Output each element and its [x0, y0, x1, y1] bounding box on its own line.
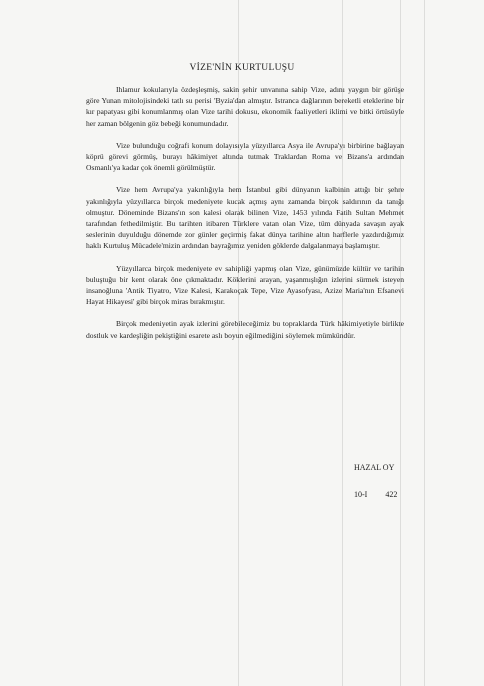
author-name: HAZAL OY: [354, 463, 395, 472]
student-number: 422: [385, 490, 398, 499]
paragraph-2: Vize bulunduğu coğrafi konum dolayısıyla yüzyıllarca Asya ile Avrupa'yı birbirine bağlayan köprü görevi görmüş, burayı hâkimiyet altında tutmak Traklardan Roma ve Bizans'a ardından Osmanlı'ya kadar çok önemli görülmüştür.: [86, 140, 404, 173]
class-info: [354, 489, 434, 500]
paragraph-5: Birçok medeniyetin ayak izlerini görebileceğimiz bu topraklarda Türk hâkimiyetiyle birlikte dostluk ve kardeşliğin pekiştiğini esarete aslı boyun eğilmediğini söylemek mümkündür.: [86, 319, 404, 340]
document-title: VİZE'NİN KURTULUŞU: [189, 63, 295, 73]
paragraph-1: Ihlamur kokularıyla özdeşleşmiş, sakin şehir unvanına sahip Vize, adını yaygın bir görüşe göre Yunan mitolojisindeki tatlı su perisi 'Byzia'dan almıştır. Istranca dağlarının bereketli eteklerine bir kır papatyası gibi konumlanmış olan Vize tarihi dokusu, ekonomik faaliyetleri iklimi ve bitki örtüsüyle her zaman bölgenin göz bebeği konumundadır.: [86, 85, 404, 128]
scan-streak: [424, 0, 425, 686]
document-body: [86, 84, 404, 352]
paragraph-3: Vize hem Avrupa'ya yakınlığıyla hem İstanbul gibi dünyanın kalbinin attığı bir şehre yakınlığıyla yüzyıllarca birçok medeniyete kucak açmış aynı zamanda birçok saldırının da tanığı olmuştur. Döneminde Bizans'ın son kalesi olarak bilinen Vize, 1453 yılında Fatih Sultan Mehmet tarafından fethedilmiştir. Bu tarihten itibaren Türklere vatan olan Vize, tüm dünyada savaşın ayak seslerinin duyulduğu dönemde zor günler geçirmiş fakat dünya tarihine altın harflerle yazdırdığımız haklı Kurtuluş Mücadele'mizin ardından bayrağımız yeniden göklerde dalgalanmaya başlamıştır.: [86, 185, 404, 251]
paragraph-4: Yüzyıllarca birçok medeniyete ev sahipliği yapmış olan Vize, günümüzde kültür ve tarihin buluştuğu bir kent olarak öne çıkmaktadır. Köklerini arayan, yaşanmışlığın izlerini sürmek isteyen insanoğluna 'Antik Tiyatro, Vize Kalesi, Karakoçak Tepe, Vize Ayasofyası, Azize Maria'nın Efsanevi Hayat Hikayesi' gibi birçok miras bırakmıştır.: [86, 263, 404, 307]
class-label: 10-I: [354, 490, 368, 499]
